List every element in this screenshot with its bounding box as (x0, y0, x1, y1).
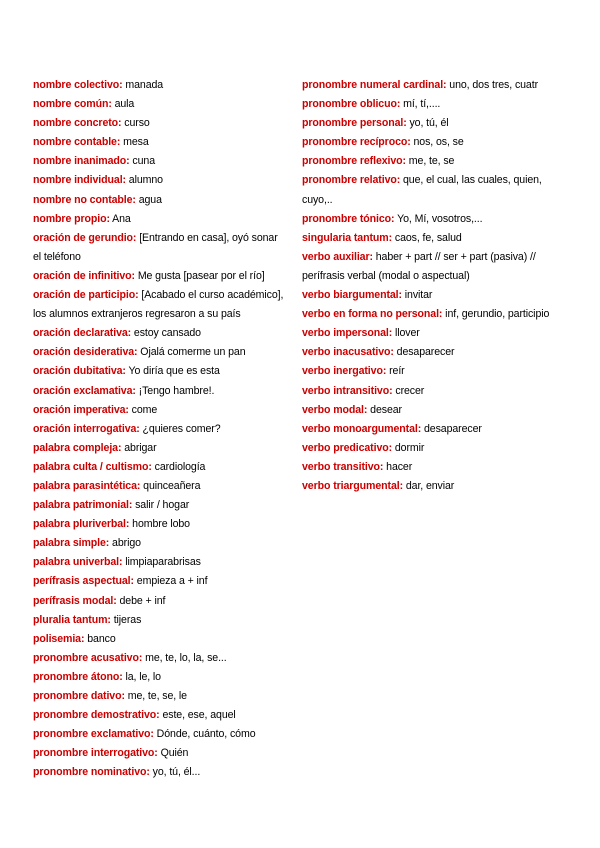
glossary-term: verbo impersonal: (302, 327, 393, 340)
glossary-entry (33, 763, 287, 782)
glossary-example: reír (386, 365, 405, 378)
glossary-entry (302, 95, 567, 114)
glossary-term: nombre inanimado: (33, 155, 130, 168)
glossary-term: oración de gerundio: (33, 231, 137, 244)
glossary-entry (33, 553, 287, 572)
glossary-term: pronombre reflexivo: (302, 155, 406, 168)
glossary-entry (33, 477, 287, 496)
glossary-entry (33, 286, 287, 324)
glossary-example: desaparecer (421, 422, 482, 435)
glossary-term: pronombre oblicuo: (302, 98, 401, 111)
glossary-example: haber + part // ser + part (pasiva) // perífrasis verbal (modal o aspectual) (302, 250, 536, 282)
glossary-example: manada (122, 79, 164, 91)
glossary-term: verbo inergativo: (302, 365, 387, 378)
glossary-example: limpiaparabrisas (122, 556, 201, 569)
glossary-term: perífrasis modal: (33, 594, 117, 607)
glossary-entry (302, 286, 567, 305)
glossary-entry (33, 324, 287, 343)
glossary-example: cuna (129, 155, 156, 168)
glossary-example: ¿quieres comer? (139, 422, 221, 435)
glossary-entry (33, 95, 287, 114)
glossary-example: [Acabado el curso académico], los alumnos extranjeros regresaron a su país (33, 289, 284, 321)
right-column (302, 76, 567, 496)
glossary-term: pluralia tantum: (33, 613, 111, 626)
glossary-entry (302, 477, 567, 496)
glossary-entry (33, 534, 287, 553)
glossary-entry (302, 382, 567, 401)
glossary-entry (302, 210, 567, 229)
glossary-entry (33, 458, 287, 477)
glossary-term: oración de infinitivo: (33, 269, 135, 282)
glossary-example: dormir (392, 441, 425, 454)
glossary-example: llover (392, 327, 420, 340)
glossary-example: la, le, lo (122, 670, 161, 683)
glossary-example: crecer (392, 384, 425, 397)
glossary-term: palabra pluriverbal: (33, 518, 130, 531)
glossary-entry (33, 630, 287, 649)
glossary-example: quinceañera (140, 479, 201, 492)
glossary-entry (302, 76, 567, 95)
glossary-term: verbo predicativo: (302, 441, 393, 454)
glossary-example: mí, tí,.... (400, 98, 441, 111)
glossary-example: hombre lobo (129, 518, 190, 531)
glossary-term: pronombre recíproco: (302, 136, 411, 149)
glossary-term: pronombre interrogativo: (33, 747, 158, 760)
left-column (33, 76, 287, 782)
glossary-term: oración desiderativa: (33, 346, 138, 359)
glossary-term: palabra compleja: (33, 441, 122, 454)
glossary-entry (302, 114, 567, 133)
glossary-entry (302, 401, 567, 420)
glossary-entry (33, 152, 287, 171)
glossary-entry (33, 114, 287, 133)
glossary-example: salir / hogar (132, 499, 190, 512)
glossary-term: pronombre acusativo: (33, 651, 143, 664)
glossary-entry (302, 133, 567, 152)
glossary-example: Ojalá comerme un pan (137, 346, 246, 359)
glossary-example: invitar (401, 289, 433, 302)
glossary-example: alumno (125, 174, 163, 187)
glossary-example: me, te, se, le (124, 690, 187, 702)
glossary-term: nombre colectivo: (33, 79, 123, 91)
glossary-entry (302, 362, 567, 381)
glossary-term: nombre propio: (33, 212, 110, 225)
glossary-entry (33, 592, 287, 611)
glossary-entry (302, 248, 567, 286)
glossary-entry (33, 515, 287, 534)
glossary-term: pronombre relativo: (302, 174, 401, 187)
glossary-example: desear (367, 403, 402, 416)
glossary-term: verbo triargumental: (302, 479, 404, 492)
glossary-example: me, te, lo, la, se... (142, 651, 227, 664)
glossary-term: pronombre numeral cardinal: (302, 79, 447, 91)
glossary-entry (33, 572, 287, 591)
glossary-example: come (128, 403, 158, 416)
glossary-example: estoy cansado (131, 327, 201, 340)
glossary-entry (302, 458, 567, 477)
glossary-term: oración de participio: (33, 289, 139, 302)
glossary-term: pronombre átono: (33, 670, 123, 683)
glossary-term: pronombre exclamativo: (33, 728, 154, 741)
glossary-entry (33, 420, 287, 439)
glossary-example: Ana (109, 212, 131, 225)
glossary-entry (33, 744, 287, 763)
glossary-term: nombre concreto: (33, 117, 122, 130)
glossary-term: pronombre tónico: (302, 212, 395, 225)
glossary-term: nombre individual: (33, 174, 126, 187)
glossary-example: mesa (120, 136, 149, 149)
glossary-entry (33, 401, 287, 420)
glossary-example: Yo diría que es esta (125, 365, 220, 378)
glossary-entry (33, 210, 287, 229)
glossary-entry (302, 439, 567, 458)
glossary-term: oración imperativa: (33, 403, 129, 416)
glossary-term: palabra parasintética: (33, 479, 141, 492)
glossary-entry (33, 229, 287, 267)
glossary-term: pronombre personal: (302, 117, 407, 130)
glossary-example: que, el cual, las cuales, quien, cuyo,.. (302, 174, 542, 206)
glossary-term: verbo monoargumental: (302, 422, 422, 435)
glossary-entry (33, 439, 287, 458)
glossary-entry (33, 171, 287, 190)
glossary-entry (302, 343, 567, 362)
glossary-entry (33, 191, 287, 210)
glossary-term: verbo modal: (302, 403, 368, 416)
glossary-term: palabra culta / cultismo: (33, 460, 152, 473)
glossary-example: este, ese, aquel (159, 709, 236, 722)
glossary-entry (302, 229, 567, 248)
glossary-entry (302, 152, 567, 171)
glossary-term: verbo auxiliar: (302, 250, 373, 263)
glossary-example: [Entrando en casa], oyó sonar el teléfono (33, 231, 278, 263)
glossary-example: aula (111, 98, 135, 111)
glossary-example: cardiología (151, 460, 206, 473)
glossary-term: perífrasis aspectual: (33, 575, 134, 588)
glossary-entry (33, 382, 287, 401)
glossary-example: banco (84, 632, 116, 645)
glossary-example: hacer (383, 460, 413, 473)
glossary-example: tijeras (110, 613, 142, 626)
glossary-example: Dónde, cuánto, cómo (153, 728, 256, 741)
glossary-term: verbo en forma no personal: (302, 308, 443, 321)
glossary-term: oración interrogativa: (33, 422, 140, 435)
glossary-example: dar, enviar (403, 479, 455, 492)
glossary-example: abrigo (109, 537, 141, 550)
glossary-example: inf, gerundio, participio (442, 308, 550, 321)
glossary-entry (33, 133, 287, 152)
glossary-entry (302, 171, 567, 209)
glossary-term: oración exclamativa: (33, 384, 136, 397)
glossary-entry (33, 668, 287, 687)
glossary-entry (302, 420, 567, 439)
glossary-term: verbo biargumental: (302, 289, 402, 302)
glossary-example: ¡Tengo hambre!. (135, 384, 215, 397)
glossary-term: pronombre dativo: (33, 690, 125, 702)
glossary-example: abrigar (121, 441, 157, 454)
glossary-term: palabra univerbal: (33, 556, 123, 569)
glossary-term: verbo transitivo: (302, 460, 384, 473)
glossary-term: nombre no contable: (33, 193, 136, 206)
glossary-example: empieza a + inf (133, 575, 208, 588)
glossary-entry (33, 649, 287, 668)
glossary-example: uno, dos tres, cuatr (446, 79, 538, 91)
glossary-entry (33, 706, 287, 725)
glossary-entry (33, 343, 287, 362)
glossary-example: Me gusta [pasear por el río] (134, 269, 265, 282)
glossary-entry (33, 496, 287, 515)
glossary-entry (33, 267, 287, 286)
glossary-term: palabra simple: (33, 537, 110, 550)
glossary-example: me, te, se (405, 155, 455, 168)
glossary-example: debe + inf (116, 594, 166, 607)
glossary-entry (33, 687, 287, 706)
glossary-example: curso (121, 117, 150, 130)
glossary-term: verbo intransitivo: (302, 384, 393, 397)
glossary-term: verbo inacusativo: (302, 346, 394, 359)
glossary-example: yo, tú, él... (149, 766, 201, 779)
glossary-term: singularia tantum: (302, 231, 393, 244)
glossary-term: polisemia: (33, 632, 85, 645)
glossary-example: desaparecer (393, 346, 455, 359)
glossary-term: nombre común: (33, 98, 112, 111)
glossary-example: yo, tú, él (406, 117, 449, 130)
glossary-entry (33, 76, 287, 95)
glossary-entry (33, 362, 287, 381)
glossary-example: caos, fe, salud (392, 231, 462, 244)
glossary-entry (33, 725, 287, 744)
glossary-term: pronombre nominativo: (33, 766, 150, 779)
glossary-term: oración declarativa: (33, 327, 132, 340)
glossary-example: agua (135, 193, 162, 206)
glossary-example: Yo, Mí, vosotros,... (394, 212, 483, 225)
glossary-example: nos, os, se (410, 136, 464, 149)
glossary-term: pronombre demostrativo: (33, 709, 160, 722)
glossary-term: oración dubitativa: (33, 365, 126, 378)
glossary-entry (33, 611, 287, 630)
glossary-term: palabra patrimonial: (33, 499, 133, 512)
glossary-entry (302, 324, 567, 343)
glossary-example: Quién (157, 747, 189, 760)
glossary-term: nombre contable: (33, 136, 121, 149)
glossary-entry (302, 305, 567, 324)
